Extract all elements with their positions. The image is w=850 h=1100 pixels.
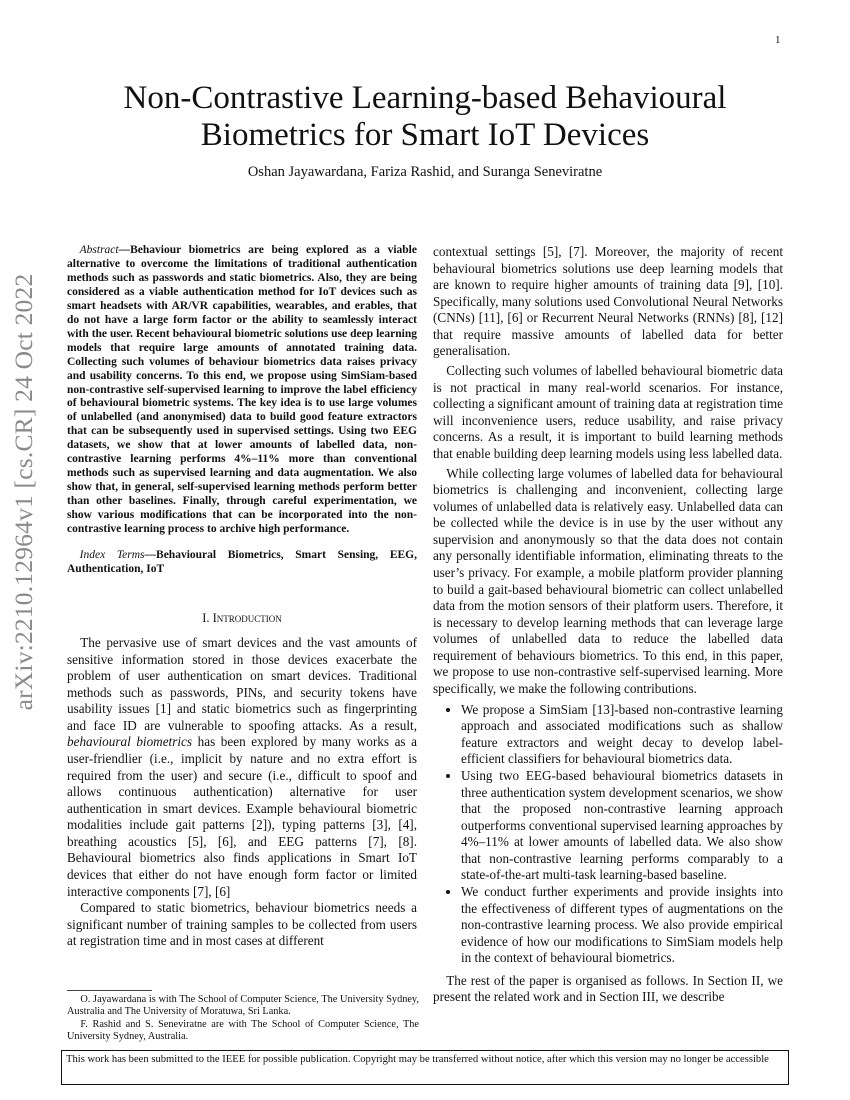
abstract-text: —Behaviour biometrics are being explored as a viable alternative to overcome the limitations of traditional authentication methods such as passwords and static biometrics. Also, they are being considered as a viable authentication method for IoT devices such as smart headsets with AR/VR capabilities, wearables, and erables, that do not have a large form factor or the ability to seamlessly interact with the user. Recent behavioural biometric solutions use deep learning models that require large amounts of annotated training data. Collecting such volumes of behaviour biometrics data raises privacy and usability concerns. To this end, we propose using SimSiam-based non-contrastive self-supervised learning to improve the label efficiency of behavioural biometric systems. The key idea is to use large volumes of unlabelled (and anonymised) data to build good feature extractors that can be subsequently used in supervised settings. Using two EEG datasets, we show that at lower amounts of labelled data, non-contrastive learning performs 4%–11% more than conventional methods such as supervised learning and data augmentation. We also show that, in general, self-supervised learning methods perform better than other baselines. Finally, through careful experimentation, we show various modifications that can be incorporated into the non-contrastive learning process to archive high performance. [67, 244, 417, 536]
index-terms-label: Index Terms [79, 549, 145, 562]
intro-paragraph-3: Collecting such volumes of labelled behavioural biometric data is not practical in many real-world scenarios. For instance, collecting a significant amount of training data at registration time will inconvenience users, reduce usability, and raise privacy concerns. As a result, it is important to build learning methods that enable building deep learning models using less labelled data. [433, 363, 783, 461]
title-line-2: Biometrics for Smart IoT Devices [200, 117, 650, 153]
footnote-1: O. Jayawardana is with The School of Computer Science, The University Sydney, Australia and The University of Moratuwa, Sri Lanka. [67, 994, 419, 1018]
section-heading-introduction [67, 611, 417, 626]
index-terms-text: —Behavioural Biometrics, Smart Sensing, EEG, Authentication, IoT [67, 549, 417, 575]
left-column [67, 244, 417, 950]
list-item: • We propose a SimSiam [13]-based non-contrastive learning approach and associated modifications such as shallow feature extractors and weight decay to develop label-efficient classifiers for behavioural biometrics data. [461, 702, 783, 768]
authors: Oshan Jayawardana, Fariza Rashid, and Suranga Seneviratne [247, 164, 603, 180]
section-numeral: I. [202, 610, 210, 625]
right-column [433, 244, 783, 1006]
abstract [67, 244, 417, 537]
emphasis-behavioural-biometrics: behavioural biometrics [67, 734, 193, 750]
title-line-1: Non-Contrastive Learning-based Behavioural [123, 80, 727, 116]
list-item: • We conduct further experiments and provide insights into the effectiveness of different types of augmentations on the non-contrastive learning process. We also provide empirical evidence of how our modifications to SimSiam models help in the context of behavioural biometrics. [461, 884, 783, 967]
paper-title [60, 80, 790, 154]
index-terms [67, 549, 417, 577]
footnotes [67, 990, 419, 1043]
page-number: 1 [775, 34, 781, 46]
arxiv-stamp-text: arXiv:2210.12964v1 [cs.CR] 24 Oct 2022 [9, 273, 38, 711]
intro-paragraph-2: Compared to static biometrics, behaviour biometrics needs a significant number of training samples to be collected from users at registration time and in most cases at different [67, 900, 417, 949]
arxiv-stamp [6, 273, 42, 711]
contributions-list [433, 702, 783, 967]
intro-paragraph-5: The rest of the paper is organised as follows. In Section II, we present the related work and in Section III, we describe [433, 972, 783, 1005]
abstract-label: Abstract [79, 244, 119, 256]
intro-paragraph-4: While collecting large volumes of labelled data for behavioural biometrics is challenging and inconvenient, collecting large volumes of unlabelled data is relatively easy. Unlabelled data can be collected while the device is in use by the user without any supervision and anonymously so that the data does not contain any personally identifiable information, eliminating threats to the user’s privacy. For example, a mobile platform provider planning to build a gait-based behavioural biometric can collect unlabelled data from the motion sensors of their platform users. Therefore, it is necessary to develop learning methods that can leverage large volumes of unlabelled data to reduce the labelled data requirement of behaviours biometrics. To this end, in this paper, we propose to use non-contrastive self-supervised learning. More specifically, we make the following contributions. [433, 465, 783, 697]
copyright-notice: This work has been submitted to the IEEE for possible publication. Copyright may be transferred without notice, after which this version may no longer be accessible [61, 1050, 789, 1085]
intro-paragraph-1: The pervasive use of smart devices and the vast amounts of sensitive information stored in those devices exacerbate the problem of user authentication on smart devices. Traditional methods such as passwords, PINs, and security tokens have usability issues [1] and static biometrics such as fingerprinting and face ID are vulnerable to spoofing attacks. As a result, behavioural biometrics has been explored by many works as a user-friendlier (i.e., implicit by nature and no extra effort is required from the user) and secure (i.e., difficult to spoof and allows continuous authentication) alternative for user authentication in smart devices. Example behavioural biometric modalities include gait patterns [2]), typing patterns [3], [4], breathing acoustics [5], [6], and EEG patterns [7], [8]. Behavioural biometrics also finds applications in Smart IoT devices that either do not have enough form factor or limited interactive components [7], [6] [67, 634, 418, 899]
list-item: • Using two EEG-based behavioural biometrics datasets in three authentication system development scenarios, we show that the proposed non-contrastive learning approach outperforms conventional supervised learning approaches by 4%–11% at lower amounts of labelled data. We also show that non-contrastive learning performs comparably to a state-of-the-art multi-task learning-based baseline. [461, 768, 783, 884]
intro-paragraph-2-continued: contextual settings [5], [7]. Moreover, the majority of recent behavioural biometrics solutions use deep learning models that are known to require higher amounts of training data [9], [10]. Specifically, many solutions used Convolutional Neural Networks (CNNs) [11], [6] or Recurrent Neural Networks (RNNs) [8], [12] that require massive amounts of labelled data for better generalisation. [433, 244, 783, 359]
footnote-rule [67, 990, 152, 991]
section-title: Introduction [212, 610, 282, 625]
footnote-2: F. Rashid and S. Seneviratne are with The School of Computer Science, The University Sydney, Australia. [67, 1018, 419, 1042]
